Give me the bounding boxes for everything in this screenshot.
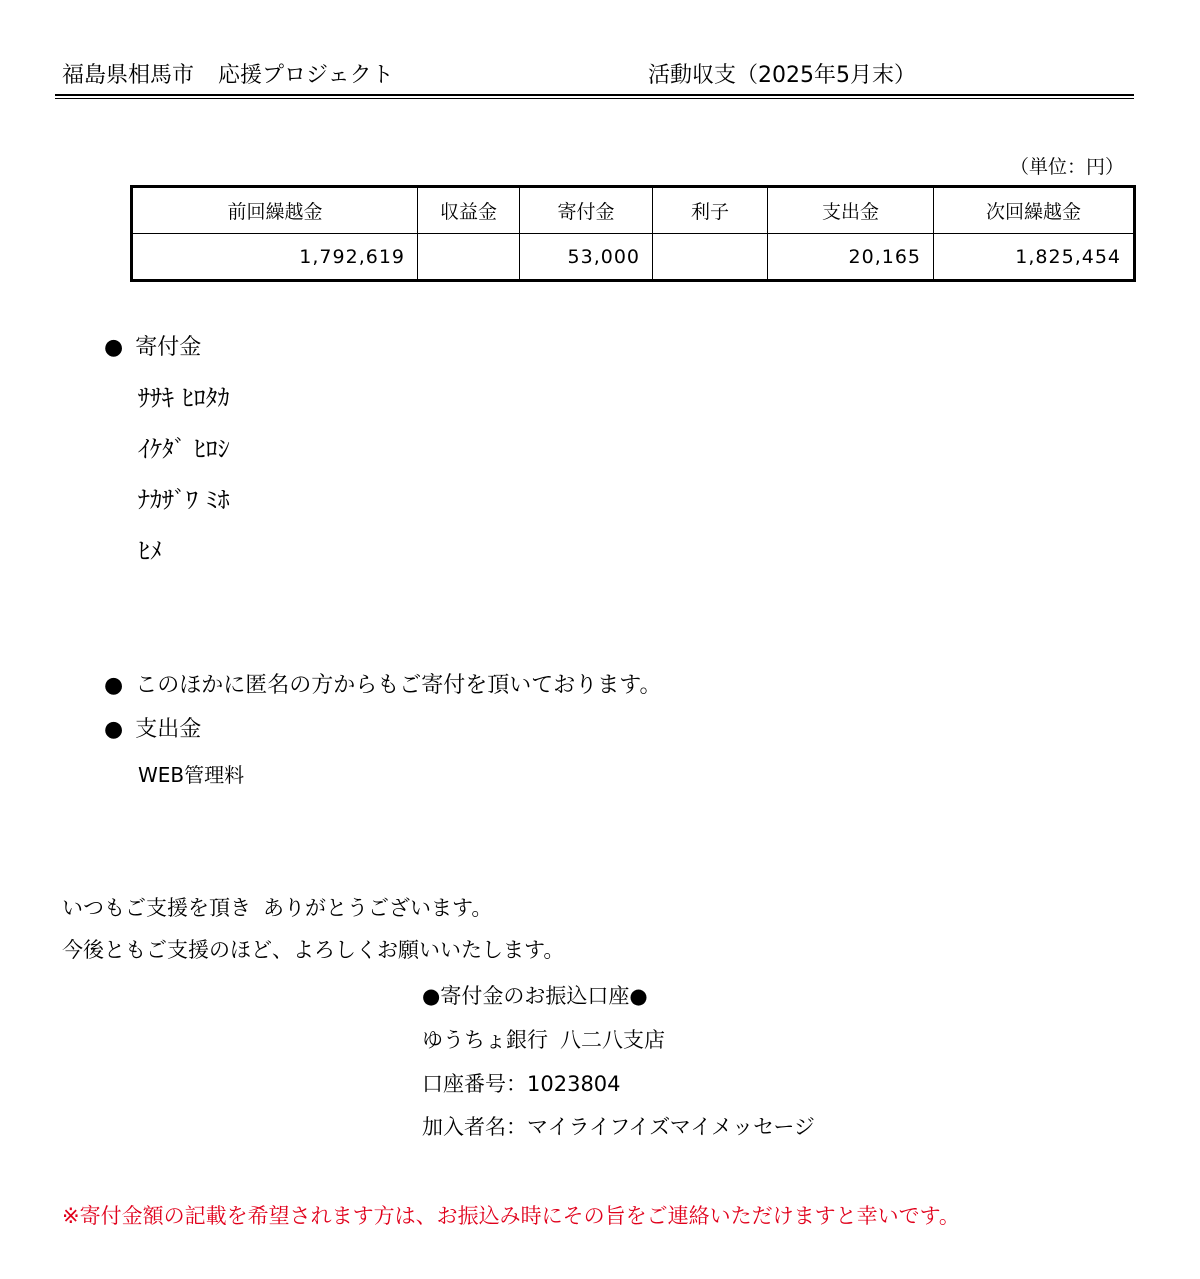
unit-label: （単位：円） [1009,156,1124,178]
bullet-icon: ● [104,673,124,698]
header-cell-revenue: 収益金 [418,187,520,234]
expense-item: WEB管理料 [138,763,245,787]
donor-name: ﾋﾒ [138,537,162,565]
donations-heading [104,330,201,361]
thanks-line-2: 今後ともご支援のほど、よろしくお願いいたします。 [62,938,565,962]
account-holder: 加入者名：マイライフイズマイメッセージ [422,1115,815,1139]
value-cell-prev: 1,792,619 [132,234,418,281]
header-cell-expense: 支出金 [768,187,934,234]
bullet-icon: ● [104,335,124,360]
header-city: 福島県相馬市 [62,63,195,88]
thanks-line-1b: ありがとうございます。 [263,896,493,920]
summary-table [130,185,1136,282]
request-note: ※寄付金額の記載を希望されます方は、お振込み時にその旨をご連絡いただけますと幸いです。 [62,1204,960,1228]
expenses-heading-label: 支出金 [135,717,202,742]
donor-name: ｲｹﾀﾞ ﾋﾛｼ [138,435,230,463]
anonymous-note [104,668,661,699]
header-rule-thin [55,98,1134,99]
value-cell-expense: 20,165 [768,234,934,281]
header-cell-next: 次回繰越金 [934,187,1135,234]
header-cell-prev: 前回繰越金 [132,187,418,234]
header-cell-donation: 寄付金 [520,187,653,234]
header-report: 活動収支（2025年5月末） [648,63,916,88]
value-cell-interest [653,234,768,281]
account-bank [422,1024,665,1054]
anonymous-note-text: このほかに匿名の方からもご寄付を頂いております。 [135,673,662,698]
thanks-line-1a: いつもご支援を頂き [62,896,251,920]
donations-heading-label: 寄付金 [135,335,202,360]
summary-header-row [132,187,1135,234]
account-title: ●寄付金のお振込口座● [422,984,648,1008]
value-cell-next: 1,825,454 [934,234,1135,281]
header-title [62,58,394,89]
account-number: 口座番号：1023804 [422,1072,621,1096]
value-cell-donation: 53,000 [520,234,653,281]
donor-name: ｻｻｷ ﾋﾛﾀｶ [138,384,230,412]
header-cell-interest: 利子 [653,187,768,234]
branch-name: 八二八支店 [560,1028,665,1052]
value-cell-revenue [418,234,520,281]
bank-name: ゆうちょ銀行 [422,1028,548,1052]
header-rule-thick [55,94,1134,96]
summary-value-row [132,234,1135,281]
bullet-icon: ● [104,717,124,742]
header-project: 応援プロジェクト [218,63,394,88]
expenses-heading [104,712,201,743]
donor-name: ﾅｶｻﾞﾜ ﾐﾎ [138,486,230,514]
thanks-line-1 [62,892,492,922]
